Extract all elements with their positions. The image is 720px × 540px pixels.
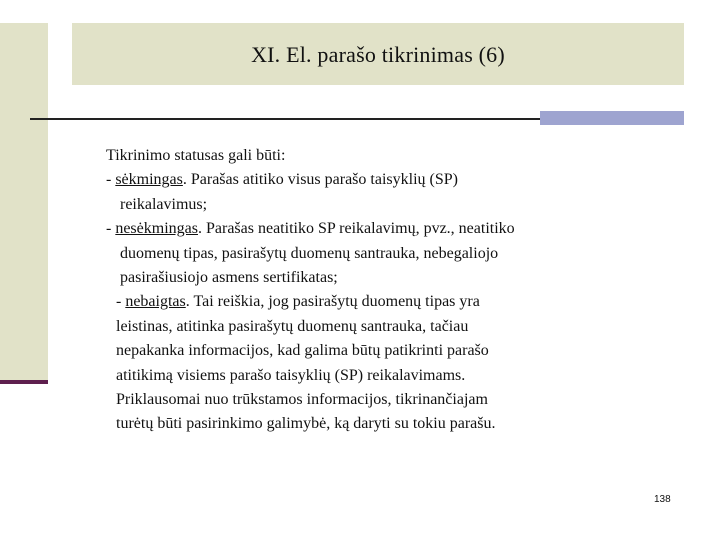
item-incomplete-cont: nepakanka informacijos, kad galima būtų patikrinti parašo xyxy=(116,342,489,360)
item-failure-cont: pasirašiusiojo asmens sertifikatas; xyxy=(120,268,338,286)
item-success: - sėkmingas. Parašas atitiko visus parašo taisyklių (SP) xyxy=(106,171,458,189)
term-failure: nesėkmingas xyxy=(115,220,198,238)
item-failure-cont: duomenų tipas, pasirašytų duomenų santrauka, nebegaliojo xyxy=(120,244,499,262)
intro-line: Tikrinimo statusas gali būti: xyxy=(106,147,286,164)
slide-body xyxy=(106,144,606,437)
item-incomplete-cont: Priklausomai nuo trūkstamos informacijos, tikrinančiajam xyxy=(116,390,488,408)
title-box xyxy=(72,23,684,85)
left-accent-line xyxy=(0,380,48,384)
term-success: sėkmingas xyxy=(115,171,183,189)
item-success-cont: reikalavimus; xyxy=(120,195,208,213)
page-number: 138 xyxy=(654,494,671,505)
item-incomplete-cont: leistinas, atitinka pasirašytų duomenų santrauka, tačiau xyxy=(116,317,469,335)
item-incomplete-cont: turėtų būti pasirinkimo galimybė, ką daryti su tokiu parašu. xyxy=(116,415,496,433)
item-incomplete-cont: atitikimą visiems parašo taisyklių (SP) reikalavimams. xyxy=(116,366,466,384)
item-incomplete: - nebaigtas. Tai reiškia, jog pasirašytų duomenų tipas yra xyxy=(116,293,480,311)
slide-title: XI. El. parašo tikrinimas (6) xyxy=(251,42,505,67)
term-incomplete: nebaigtas xyxy=(125,293,186,311)
right-accent-block xyxy=(540,111,684,125)
left-decor-bar xyxy=(0,23,48,383)
item-failure: - nesėkmingas. Parašas neatitiko SP reikalavimų, pvz., neatitiko xyxy=(106,220,515,238)
